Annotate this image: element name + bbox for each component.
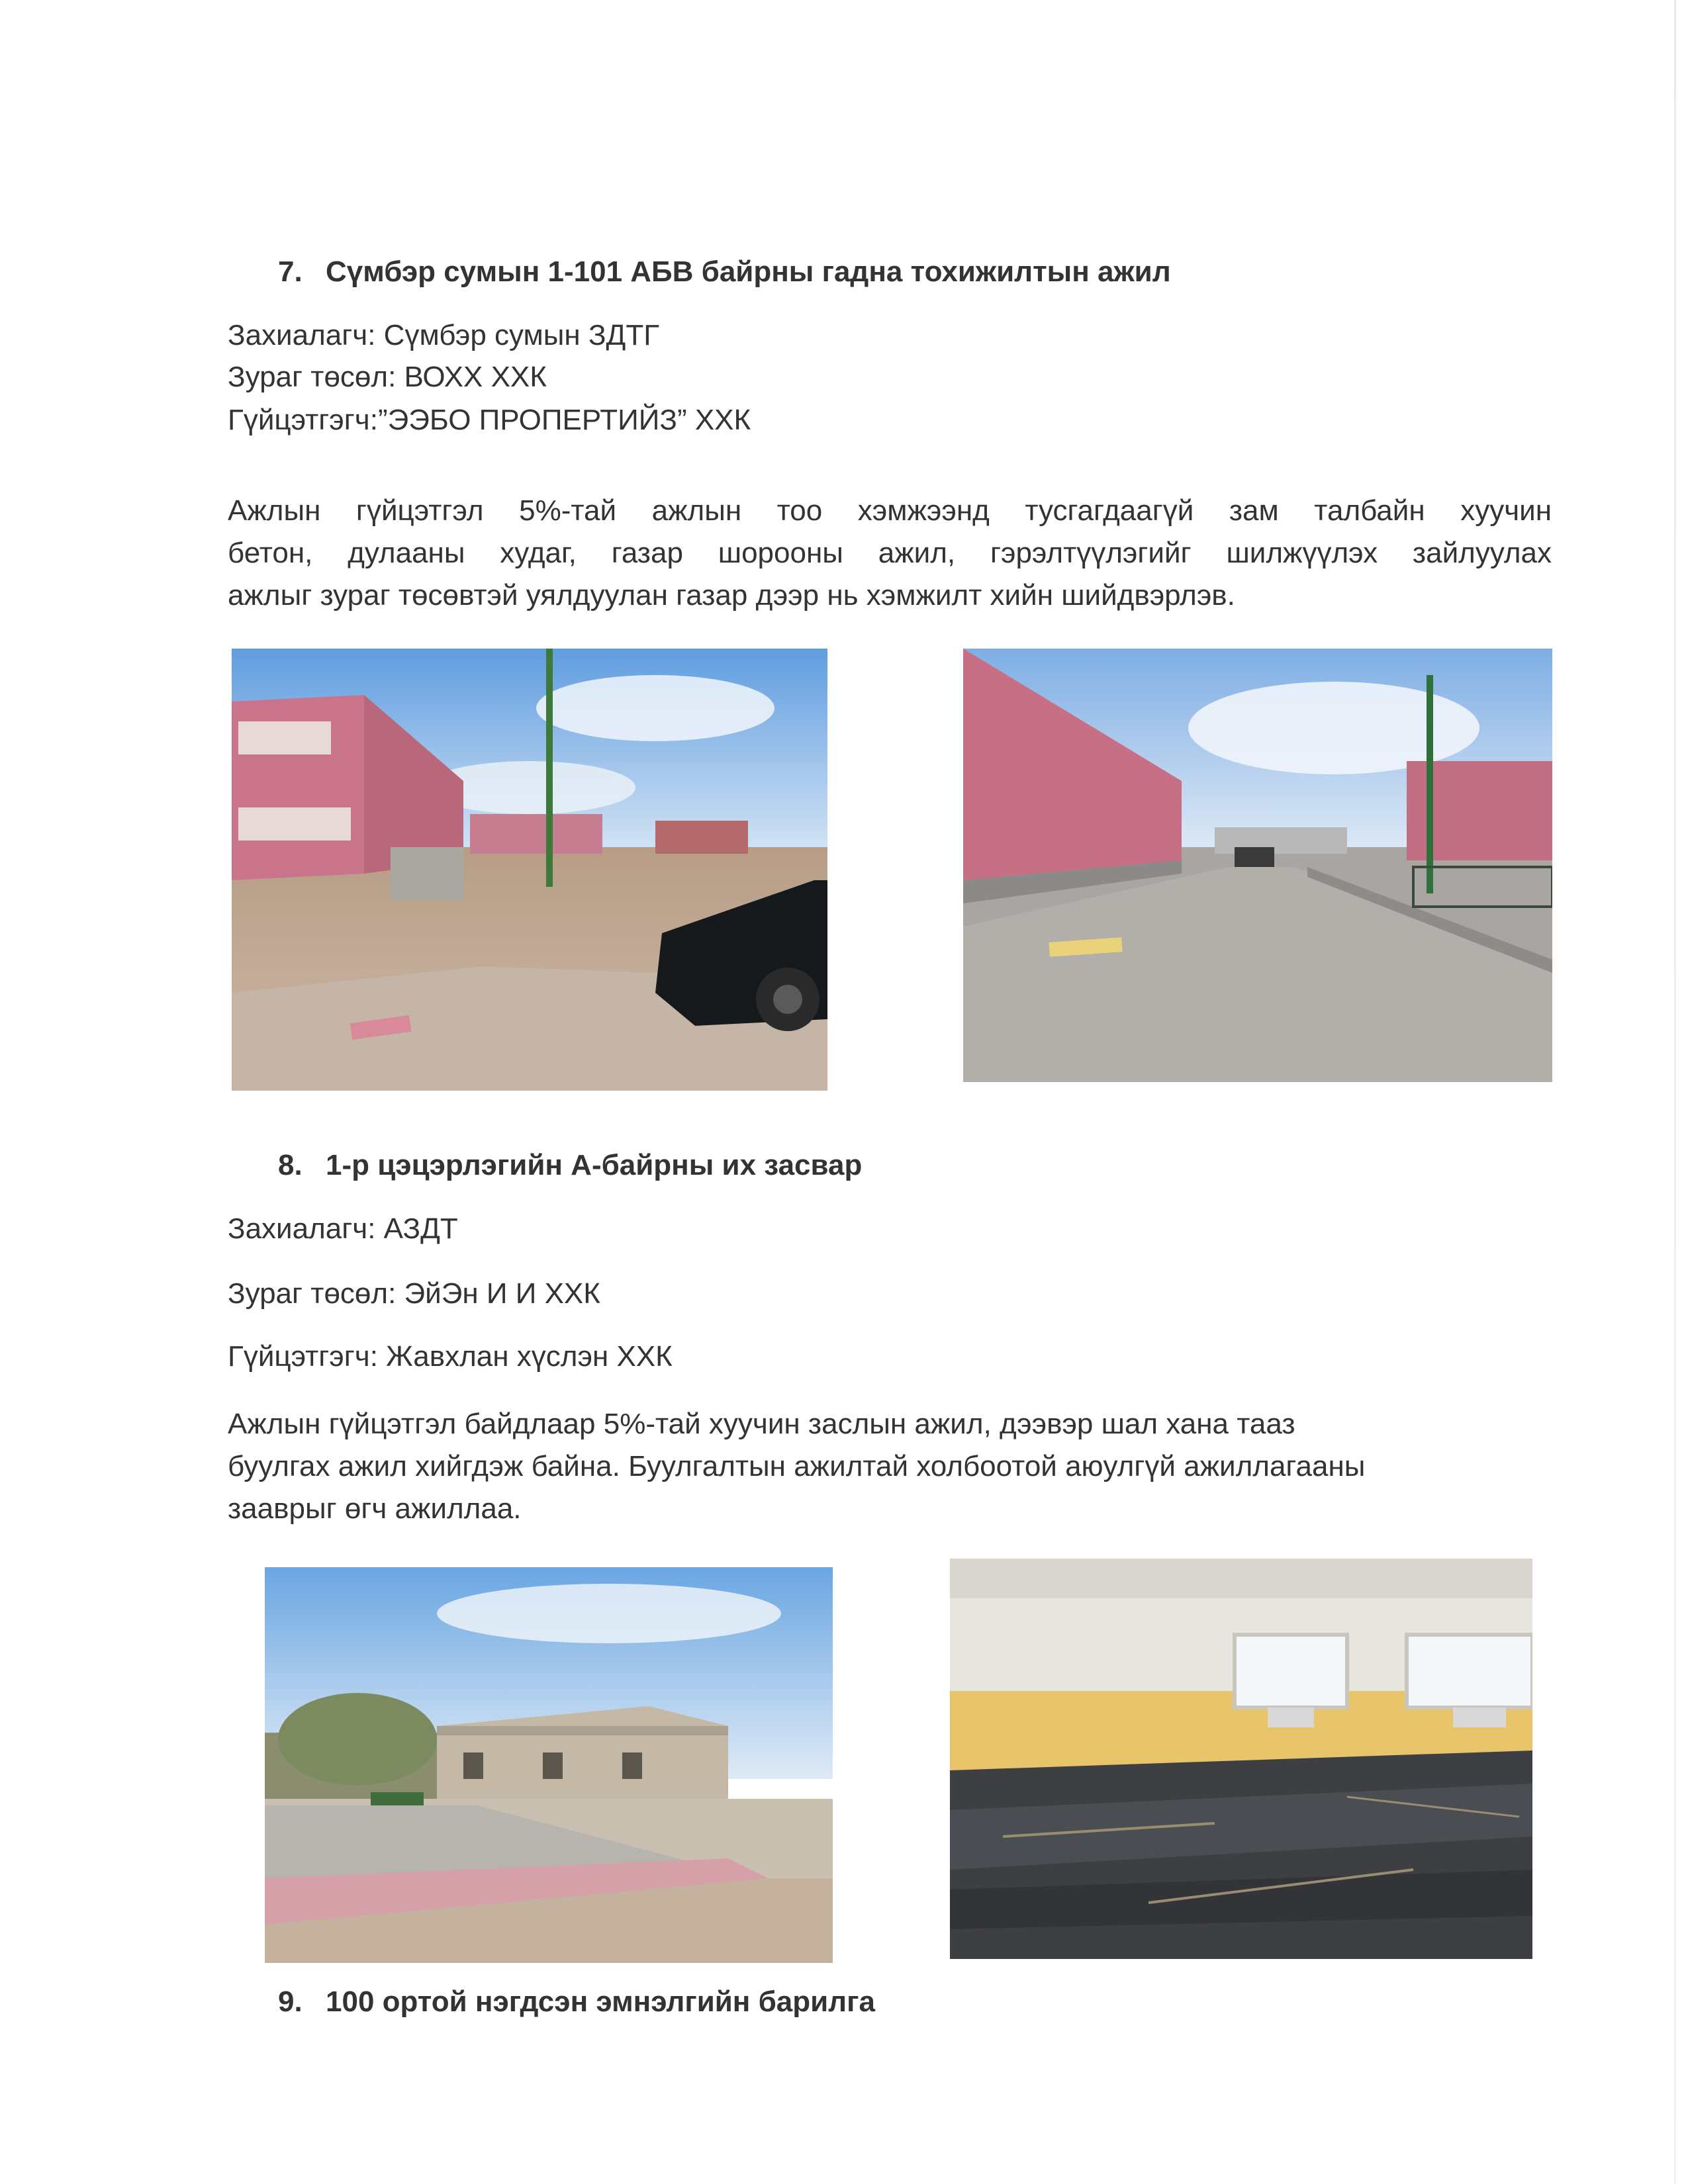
contractor-line: Гүйцэтгэгч:”ЭЭБО ПРОПЕРТИЙЗ” ХХК: [228, 404, 751, 436]
description-line: зааврыг өгч ажиллаа.: [228, 1492, 522, 1525]
demolished-room-interior-icon: [950, 1559, 1532, 1959]
design-line: Зураг төсөл: ВОХХ ХХК: [228, 361, 547, 393]
section-9-heading: [278, 1985, 875, 2019]
section-title: 100 ортой нэгдсэн эмнэлгийн барилга: [326, 1985, 875, 2018]
description-line: Ажлын гүйцэтгэл байдлаар 5%-тай хуучин заслын ажил, дээвэр шал хана тааз: [228, 1408, 1295, 1440]
section-number: 9.: [278, 1985, 303, 2018]
customer-line: Захиалагч: Сүмбэр сумын ЗДТГ: [228, 319, 660, 351]
pink-apartment-street-icon: [232, 649, 827, 1091]
description-line: Ажлын гүйцэтгэл 5%-тай ажлын тоо хэмжээнд тусгагдаагүй зам талбайн хуучин: [228, 494, 1552, 527]
customer-line: Захиалагч: АЗДТ: [228, 1212, 458, 1245]
description-line: бетон, дулааны худаг, газар шорооны ажил, гэрэлтүүлэгийг шилжүүлэх зайлуулах: [228, 537, 1552, 569]
scan-edge: [1674, 0, 1676, 2184]
contractor-line: Гүйцэтгэгч: Жавхлан хүслэн ХХК: [228, 1340, 673, 1373]
section-title: Сүмбэр сумын 1-101 АБВ байрны гадна тохижилтын ажил: [326, 255, 1171, 288]
description-line: ажлыг зураг төсөвтэй уялдуулан газар дээр нь хэмжилт хийн шийдвэрлэв.: [228, 579, 1235, 612]
section-7-description: [228, 490, 1552, 617]
description-line: буулгах ажил хийгдэж байна. Буулгалтын ажилтай холбоотой аюулгүй ажиллагааны: [228, 1450, 1366, 1482]
pink-apartment-road-icon: [963, 649, 1552, 1082]
section-8-heading: [278, 1149, 862, 1182]
section-title: 1-р цэцэрлэгийн А-байрны их засвар: [326, 1149, 863, 1181]
section-number: 7.: [278, 255, 303, 288]
section-7-heading: [278, 255, 1171, 289]
section-8-description: [228, 1403, 1525, 1530]
section-number: 8.: [278, 1149, 303, 1181]
kindergarten-exterior-icon: [265, 1567, 833, 1963]
design-line: Зураг төсөл: ЭйЭн И И ХХК: [228, 1277, 600, 1310]
